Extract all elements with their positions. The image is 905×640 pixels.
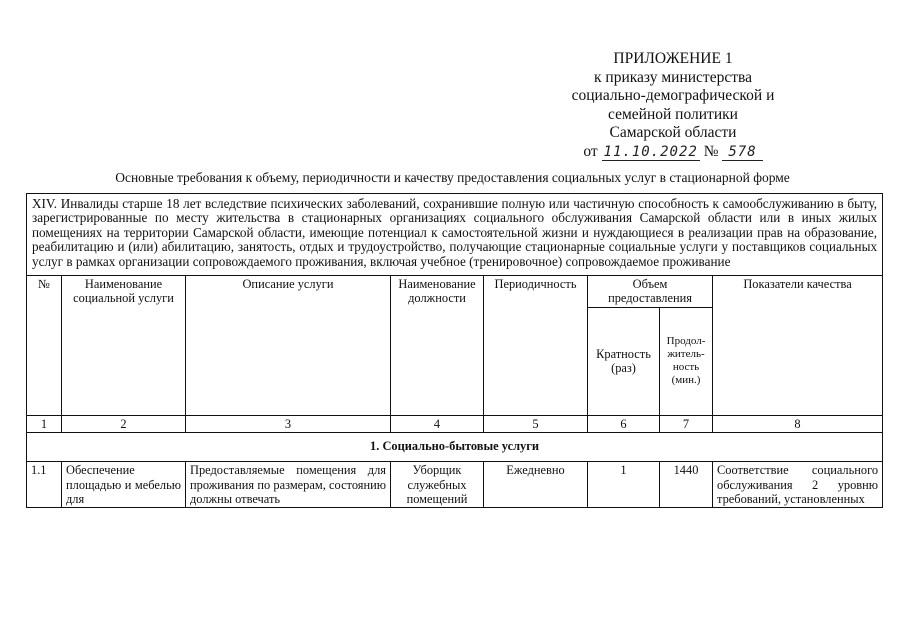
appendix-block bbox=[553, 50, 793, 162]
col-number: 3 bbox=[186, 415, 391, 432]
appendix-title: ПРИЛОЖЕНИЕ 1 bbox=[613, 50, 733, 67]
appendix-line-4: Самарской области bbox=[609, 124, 737, 142]
col-number: 5 bbox=[484, 415, 588, 432]
header-multiplicity: Кратность (раз) bbox=[588, 307, 660, 415]
row-duration: 1440 bbox=[660, 462, 713, 508]
section-description: XIV. Инвалиды старше 18 лет вследствие психических заболеваний, сохранившие полную или частичную способность к самообслуживанию в быту, зарегистрированные по месту жительства в стационарных организациях социального обслуживания Самарской области или в иных жилых помещениях на территории Самарской области, имеющие потенциал к самостоятельной жизни и нуждающиеся в реализации прав на образование, реабилитацию и (или) абилитацию, занятость, отдых и трудоустройство, получающие стационарные социальные услуги у поставщиков социальных услуг в рамках организации сопровождаемого проживания, включая учебное (тренировочное) сопровождаемое проживание bbox=[27, 194, 883, 276]
col-number: 4 bbox=[391, 415, 484, 432]
header-num: № bbox=[27, 276, 62, 416]
requirements-table bbox=[26, 193, 883, 508]
col-number: 6 bbox=[588, 415, 660, 432]
row-quality: Соответствие социального обслуживания 2 уровню требований, установленных bbox=[713, 462, 883, 508]
header-quality: Показатели качества bbox=[713, 276, 883, 416]
handwritten-date: 11.10.2022 bbox=[603, 143, 698, 160]
row-position: Уборщик служебных помещений bbox=[391, 462, 484, 508]
row-service-name: Обеспечение площадью и мебелью для bbox=[62, 462, 186, 508]
col-number: 7 bbox=[660, 415, 713, 432]
appendix-line-1: к приказу министерства bbox=[594, 68, 752, 86]
handwritten-number: 578 bbox=[722, 144, 762, 161]
row-num: 1.1 bbox=[27, 462, 62, 508]
table-row bbox=[27, 462, 883, 508]
header-volume: Объем предоставления bbox=[588, 276, 713, 308]
appendix-line-2: социально-демографической и bbox=[571, 87, 775, 105]
header-description: Описание услуги bbox=[186, 276, 391, 416]
column-numbers-row bbox=[27, 415, 883, 432]
document-title: Основные требования к объему, периодичности и качеству предоставления социальных услуг в стационарной форме bbox=[115, 170, 790, 185]
header-periodicity: Периодичность bbox=[484, 276, 588, 416]
row-description: Предоставляемые помещения для проживания по размерам, состоянию должны отвечать bbox=[186, 462, 391, 508]
row-periodicity: Ежедневно bbox=[484, 462, 588, 508]
col-number: 1 bbox=[27, 415, 62, 432]
category-heading: 1. Социально-бытовые услуги bbox=[27, 433, 883, 462]
header-duration: Продол-житель-ность (мин.) bbox=[660, 307, 713, 415]
header-position: Наименование должности bbox=[391, 276, 484, 416]
header-name: Наименование социальной услуги bbox=[62, 276, 186, 416]
col-number: 2 bbox=[62, 415, 186, 432]
row-multiplicity: 1 bbox=[588, 462, 660, 508]
appendix-line-3: семейной политики bbox=[608, 105, 738, 123]
number-label: № bbox=[703, 142, 719, 160]
order-date-number bbox=[553, 143, 793, 162]
from-label: от bbox=[583, 142, 598, 160]
col-number: 8 bbox=[713, 415, 883, 432]
